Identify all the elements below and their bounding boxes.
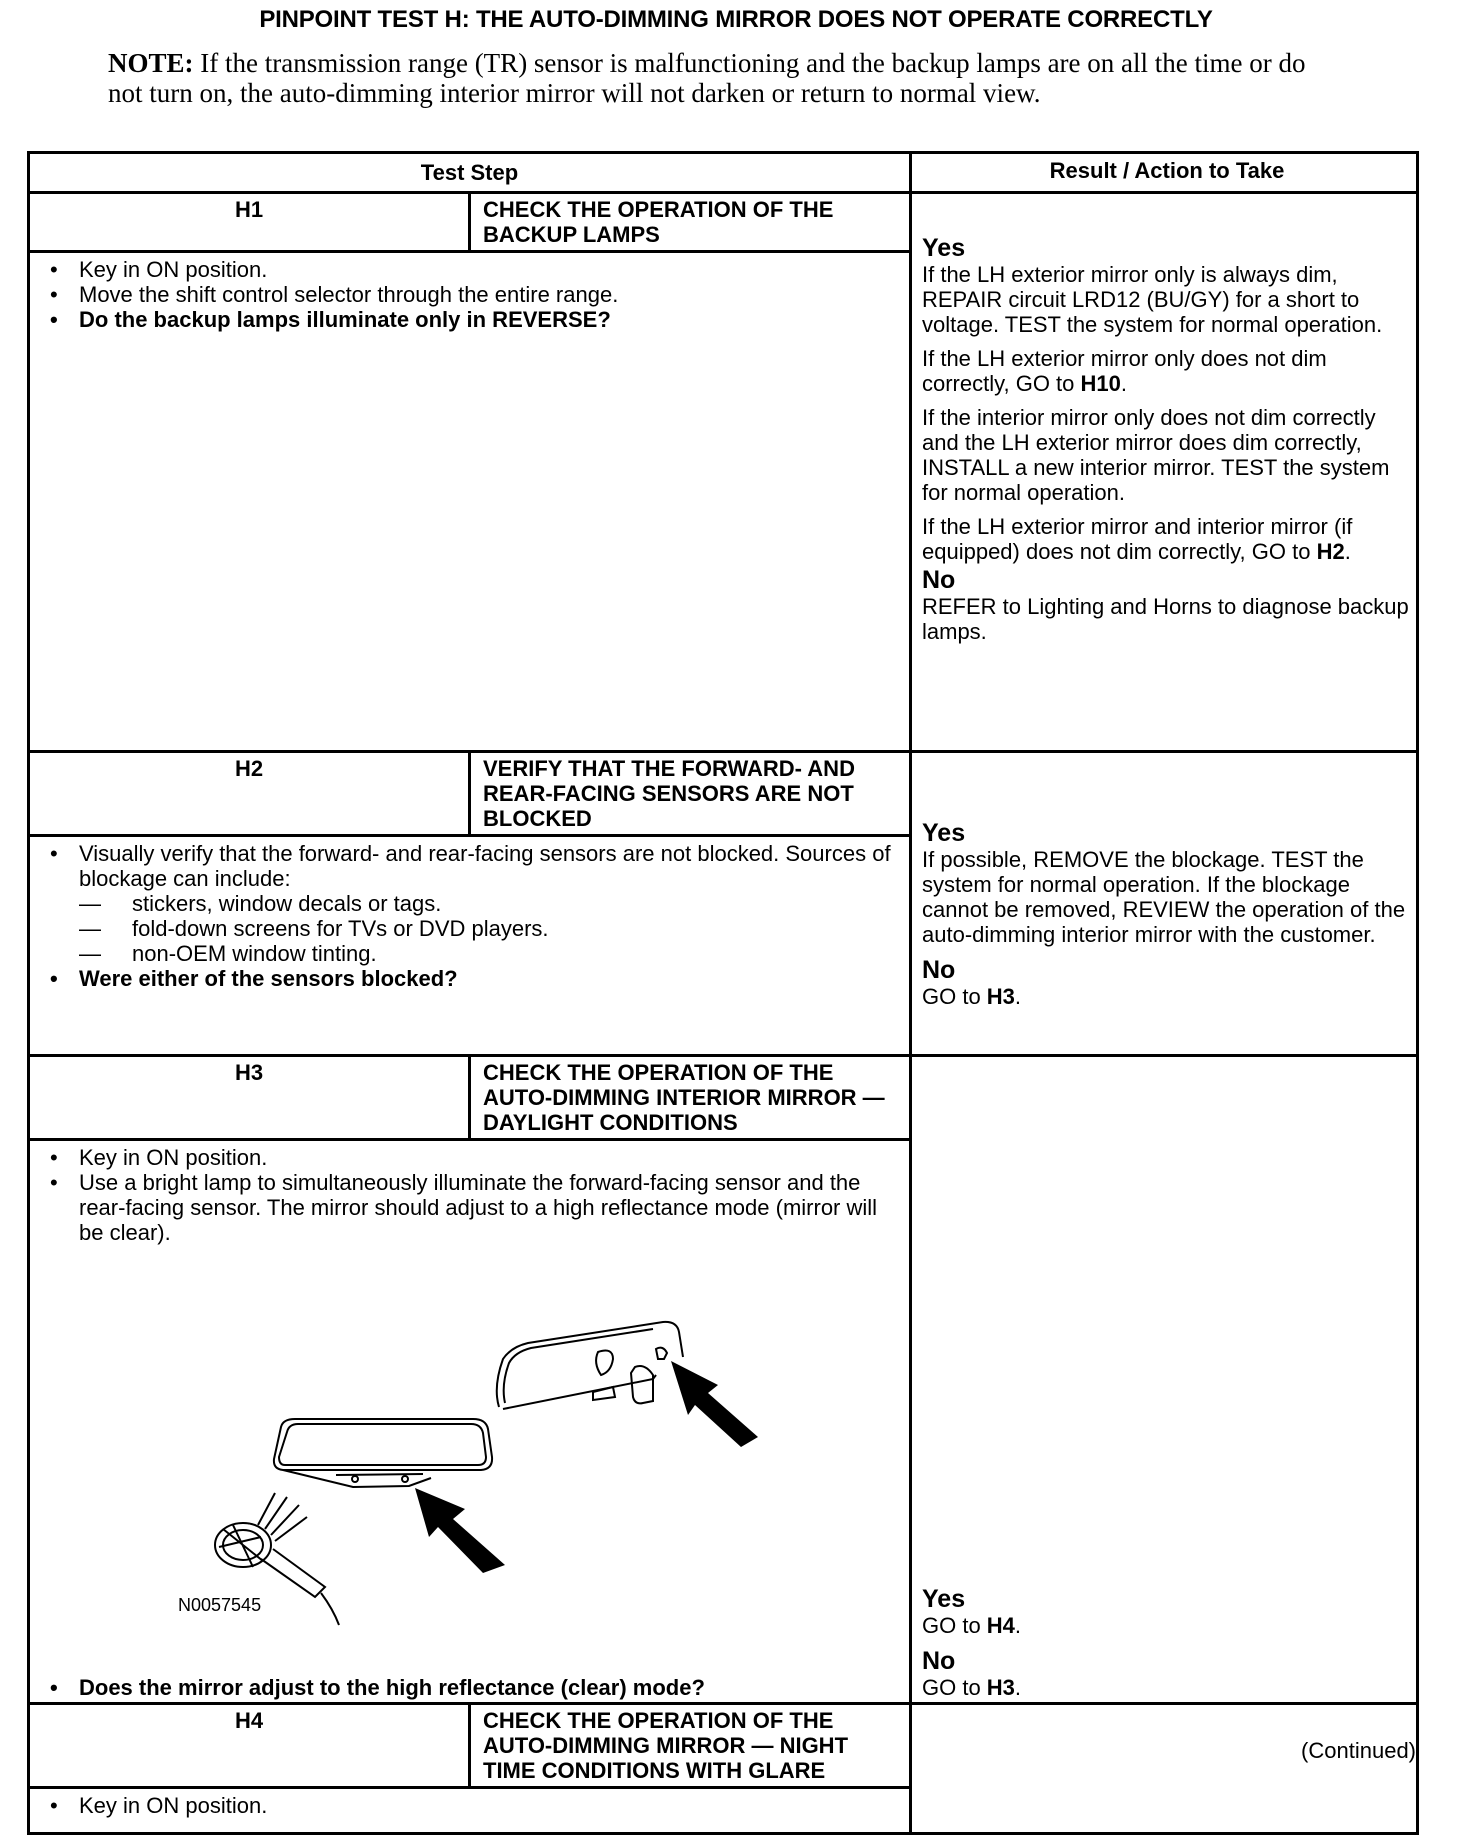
result-text: If the LH exterior mirror only is always dim, REPAIR circuit LRD12 (BU/GY) for a short to voltage. TEST the system for normal operation. xyxy=(922,262,1383,337)
result-text-part: GO to xyxy=(922,984,987,1009)
step-id: H3 xyxy=(29,1056,470,1140)
continued-label: (Continued) xyxy=(1301,1738,1416,1763)
goto-link[interactable]: H2 xyxy=(1316,539,1345,564)
step-body xyxy=(29,252,911,752)
step-item: • Move the shift control selector through the entire range. xyxy=(42,282,899,307)
result-text: If the interior mirror only does not dim correctly and the LH exterior mirror does dim correctly, INSTALL a new interior mirror. TEST the system for normal operation. xyxy=(922,405,1390,505)
step-id: H4 xyxy=(29,1704,470,1788)
interior-mirror-front xyxy=(274,1419,492,1487)
note-text: If the transmission range (TR) sensor is malfunctioning and the backup lamps are on all the time or do not turn on, the auto-dimming interior mirror will not darken or return to normal view. xyxy=(108,48,1306,108)
arrow-icon xyxy=(415,1488,505,1573)
no-label: No xyxy=(922,1647,956,1675)
step-question: • Were either of the sensors blocked? xyxy=(42,966,899,991)
step-title: CHECK THE OPERATION OF THE AUTO-DIMMING MIRROR — NIGHT TIME CONDITIONS WITH GLARE xyxy=(470,1704,911,1788)
pinpoint-table xyxy=(27,151,1419,1835)
result-text: GO to H3. xyxy=(922,1675,1022,1700)
arrow-icon xyxy=(671,1361,758,1447)
result-text: If the LH exterior mirror only does not dim correctly, GO to H10. xyxy=(922,346,1327,396)
step-h3-result xyxy=(911,1056,1418,1704)
no-label: No xyxy=(922,956,956,984)
blockage-source: — non-OEM window tinting. xyxy=(42,941,899,966)
step-body xyxy=(29,1788,911,1834)
interior-mirror-rear xyxy=(497,1322,683,1409)
header-test-step: Test Step xyxy=(29,153,911,193)
figure-id: N0057545 xyxy=(178,1595,262,1615)
step-question: • Does the mirror adjust to the high reflectance (clear) mode? xyxy=(42,1675,899,1700)
result-text-part: GO to xyxy=(922,1613,987,1638)
step-h4-title-row xyxy=(29,1704,1418,1788)
goto-link[interactable]: H4 xyxy=(986,1613,1015,1638)
result-text: If possible, REMOVE the blockage. TEST the system for normal operation. If the blockage cannot be removed, REVIEW the operation of the auto-dimming interior mirror with the customer. xyxy=(922,847,1406,947)
step-title: CHECK THE OPERATION OF THE AUTO-DIMMING INTERIOR MIRROR — DAYLIGHT CONDITIONS xyxy=(470,1056,911,1140)
step-body xyxy=(29,1140,911,1704)
step-item: • Use a bright lamp to simultaneously illuminate the forward-facing sensor and the rear-facing sensor. The mirror should adjust to a high reflectance mode (mirror will be clear). xyxy=(42,1170,899,1245)
step-h2-result xyxy=(911,752,1418,1056)
result-text-part: If the LH exterior mirror only does not dim correctly, GO to xyxy=(922,346,1327,396)
page-title: PINPOINT TEST H: THE AUTO-DIMMING MIRROR DOES NOT OPERATE CORRECTLY xyxy=(259,6,1213,33)
result-text-part: GO to xyxy=(922,1675,987,1700)
mirror-illustration xyxy=(183,1297,763,1637)
note xyxy=(108,48,1318,108)
step-id: H2 xyxy=(29,752,470,836)
result-text: REFER to Lighting and Horns to diagnose backup lamps. xyxy=(922,594,1409,644)
step-item: • Key in ON position. xyxy=(42,257,899,282)
step-h2-title-row xyxy=(29,752,1418,836)
step-id: H1 xyxy=(29,193,470,252)
result-text: GO to H4. xyxy=(922,1613,1022,1638)
step-h3-title-row xyxy=(29,1056,1418,1140)
goto-link[interactable]: H10 xyxy=(1080,371,1121,396)
blockage-source: — stickers, window decals or tags. xyxy=(42,891,899,916)
goto-link[interactable]: H3 xyxy=(986,984,1015,1009)
yes-label: Yes xyxy=(922,234,966,262)
note-label: NOTE: xyxy=(108,48,194,78)
step-item: • Key in ON position. xyxy=(42,1793,899,1818)
blockage-source: — fold-down screens for TVs or DVD players. xyxy=(42,916,899,941)
header-result: Result / Action to Take xyxy=(911,153,1418,193)
step-h1-title-row xyxy=(29,193,1418,252)
step-item: • Key in ON position. xyxy=(42,1145,899,1170)
result-text: GO to H3. xyxy=(922,984,1022,1009)
step-title: CHECK THE OPERATION OF THE BACKUP LAMPS xyxy=(470,193,911,252)
step-body xyxy=(29,836,911,1056)
no-label: No xyxy=(922,566,956,594)
step-question: • Do the backup lamps illuminate only in REVERSE? xyxy=(42,307,899,332)
step-h4-result xyxy=(911,1704,1418,1834)
step-item: • Visually verify that the forward- and rear-facing sensors are not blocked. Sources of blockage can include: xyxy=(42,841,899,891)
yes-label: Yes xyxy=(922,819,966,847)
result-text-part: If the LH exterior mirror and interior mirror (if equipped) does not dim correctly, GO to xyxy=(922,514,1353,564)
step-h1-result xyxy=(911,193,1418,752)
goto-link[interactable]: H3 xyxy=(986,1675,1015,1700)
table-header xyxy=(29,153,1418,193)
step-title: VERIFY THAT THE FORWARD- AND REAR-FACING SENSORS ARE NOT BLOCKED xyxy=(470,752,911,836)
result-text: If the LH exterior mirror and interior mirror (if equipped) does not dim correctly, GO to H2. xyxy=(922,514,1353,564)
yes-label: Yes xyxy=(922,1585,966,1613)
